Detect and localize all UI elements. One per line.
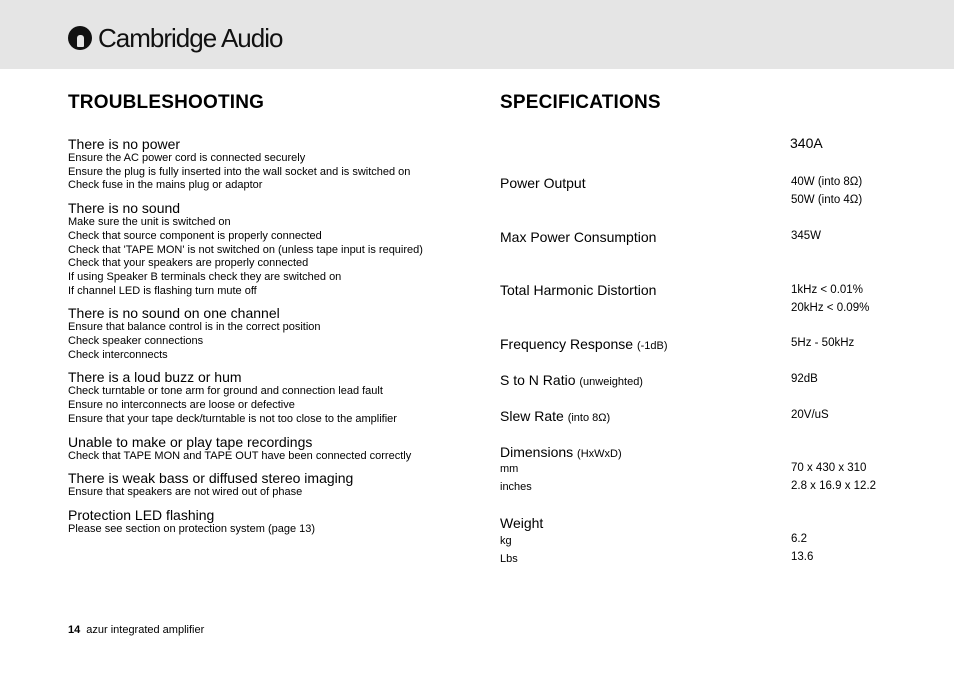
spec-value-dimensions-inches: 2.8 x 16.9 x 12.2 [791, 480, 877, 492]
spec-value-weight-kg: 6.2 [791, 533, 807, 545]
spec-qualifier: (into 8Ω) [567, 412, 611, 424]
troubleshooting-step: Ensure the AC power cord is connected securely [68, 152, 306, 164]
troubleshooting-item [68, 507, 488, 537]
specifications-title: SPECIFICATIONS [500, 92, 661, 113]
page-number: 14 [68, 624, 81, 636]
spec-value-slew-rate: 20V/uS [791, 409, 829, 421]
troubleshooting-step: If channel LED is flashing turn mute off [68, 284, 257, 297]
spec-label-frequency-response: Frequency Response (-1dB) [500, 336, 668, 352]
brand-logo [68, 22, 282, 54]
troubleshooting-step: Check fuse in the mains plug or adaptor [68, 179, 263, 192]
page-footer [68, 624, 204, 636]
spec-value-power-output-8ohm: 40W (into 8Ω) [791, 176, 863, 188]
spec-label-power-output: Power Output [500, 175, 586, 191]
spec-label-max-power: Max Power Consumption [500, 229, 657, 245]
troubleshooting-step: Check that source component is properly connected [68, 229, 322, 242]
spec-label-slew-rate: Slew Rate (into 8Ω) [500, 408, 611, 424]
spec-value-dimensions-mm: 70 x 430 x 310 [791, 462, 867, 474]
troubleshooting-step: Ensure that your tape deck/turntable is not too close to the amplifier [68, 412, 397, 425]
troubleshooting-item [68, 305, 488, 362]
troubleshooting-heading: There is no sound on one channel [68, 305, 280, 322]
spec-qualifier: (-1dB) [636, 340, 668, 352]
header-band [0, 0, 954, 69]
troubleshooting-heading: Protection LED flashing [68, 506, 215, 523]
troubleshooting-item [68, 369, 488, 426]
troubleshooting-item [68, 434, 488, 464]
spec-model-number: 340A [790, 135, 823, 151]
troubleshooting-item [68, 470, 488, 500]
troubleshooting-heading: There is no power [68, 136, 181, 152]
troubleshooting-step: Ensure no interconnects are loose or defective [68, 399, 295, 412]
cambridge-audio-logo-icon [68, 26, 92, 50]
troubleshooting-heading: There is weak bass or diffused stereo imaging [68, 470, 354, 487]
troubleshooting-heading: There is a loud buzz or hum [68, 369, 242, 386]
spec-qualifier: (unweighted) [579, 376, 643, 388]
troubleshooting-step: Check turntable or tone arm for ground and connection lead fault [68, 385, 383, 398]
troubleshooting-step: Check that TAPE MON and TAPE OUT have been connected correctly [68, 449, 412, 462]
troubleshooting-title: TROUBLESHOOTING [68, 92, 265, 113]
spec-qualifier: (HxWxD) [577, 448, 622, 460]
spec-value-snr: 92dB [791, 373, 818, 385]
troubleshooting-step: Check that 'TAPE MON' is not switched on (unless tape input is required) [68, 243, 423, 256]
spec-value-weight-lbs: 13.6 [791, 551, 814, 563]
spec-value-power-output-4ohm: 50W (into 4Ω) [791, 194, 863, 206]
spec-unit-lbs: Lbs [500, 553, 518, 565]
spec-label-snr: S to N Ratio (unweighted) [500, 372, 643, 388]
troubleshooting-step: Check that your speakers are properly connected [68, 257, 309, 270]
troubleshooting-step: Ensure that speakers are not wired out of phase [68, 486, 303, 499]
troubleshooting-heading: Unable to make or play tape recordings [68, 433, 313, 450]
spec-label-weight: Weight [500, 515, 544, 531]
troubleshooting-item [68, 200, 488, 298]
troubleshooting-step: Ensure the plug is fully inserted into the wall socket and is switched on [68, 165, 411, 178]
troubleshooting-step: Please see section on protection system (page 13) [68, 522, 316, 535]
spec-value-frequency-response: 5Hz - 50kHz [791, 337, 855, 349]
troubleshooting-list [68, 136, 488, 544]
spec-value-thd-20khz: 20kHz < 0.09% [791, 302, 870, 314]
troubleshooting-step: Check speaker connections [68, 335, 204, 348]
spec-value-max-power: 345W [791, 230, 822, 242]
troubleshooting-item [68, 136, 488, 193]
troubleshooting-heading: There is no sound [68, 200, 181, 217]
brand-name: Cambridge Audio [98, 22, 283, 53]
footer-text: azur integrated amplifier [86, 624, 205, 636]
spec-unit-inches: inches [500, 481, 532, 493]
troubleshooting-step: If using Speaker B terminals check they are switched on [68, 270, 342, 283]
troubleshooting-step: Check interconnects [68, 348, 168, 361]
troubleshooting-step: Ensure that balance control is in the correct position [68, 321, 321, 334]
spec-unit-kg: kg [500, 535, 512, 547]
spec-label-dimensions: Dimensions (HxWxD) [500, 444, 622, 460]
spec-unit-mm: mm [500, 463, 519, 475]
spec-value-thd-1khz: 1kHz < 0.01% [791, 284, 863, 296]
troubleshooting-step: Make sure the unit is switched on [68, 216, 231, 229]
spec-label-thd: Total Harmonic Distortion [500, 282, 657, 298]
